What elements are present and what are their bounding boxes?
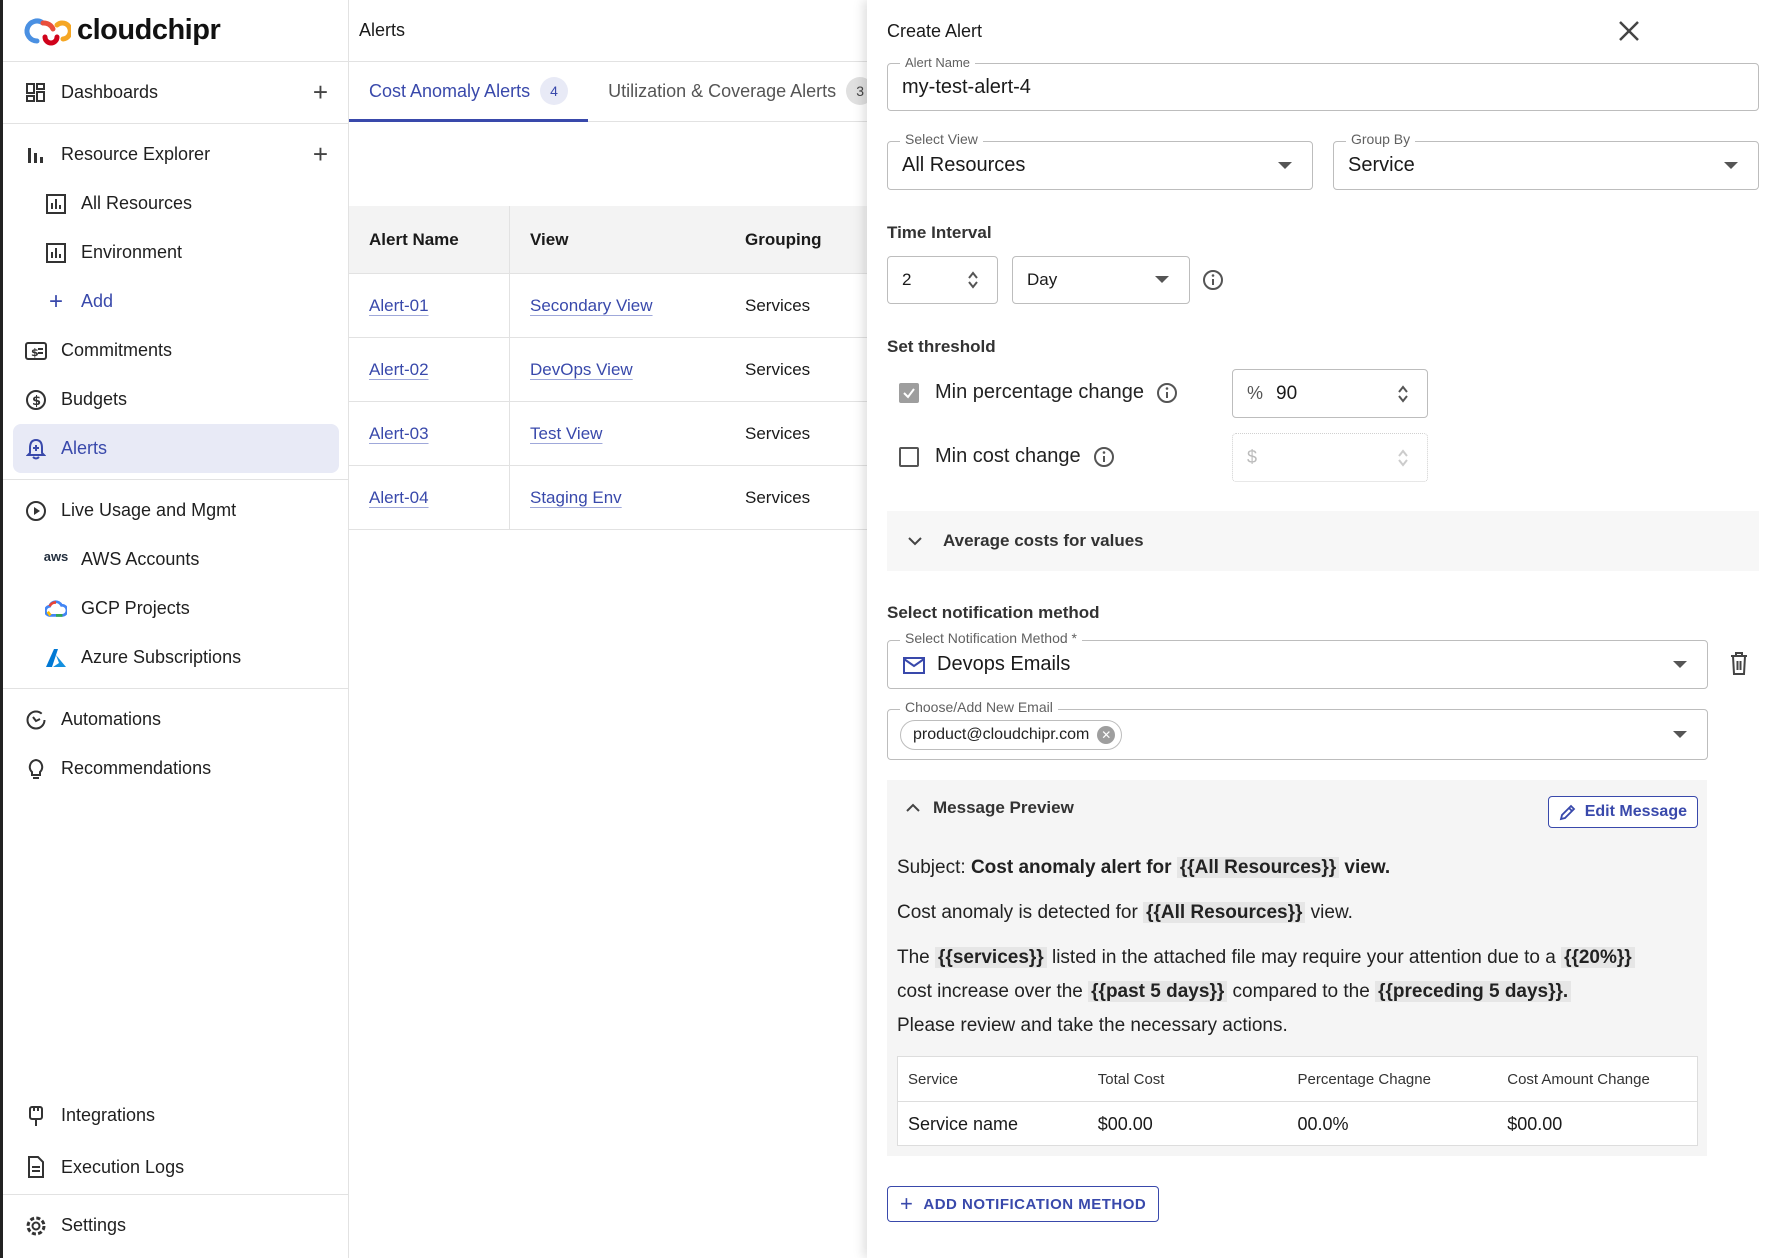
checkbox-label: Min percentage change (935, 381, 1145, 403)
sidebar-item-label: Dashboards (61, 82, 159, 102)
trash-icon[interactable] (1729, 652, 1749, 676)
alert-tabs (349, 62, 867, 122)
min-cost-checkbox[interactable] (899, 447, 919, 467)
message-text: cost increase over the (897, 981, 1083, 1002)
sidebar-item-label: Alerts (61, 438, 108, 458)
table-row (349, 338, 867, 402)
tab-label: Cost Anomaly Alerts (369, 80, 531, 101)
gear-icon (25, 1215, 47, 1237)
accordion-label: Average costs for values (943, 531, 1144, 550)
drawer-header (867, 0, 1782, 62)
info-icon[interactable] (1202, 269, 1224, 291)
sidebar-item-label: Add (81, 291, 114, 311)
view-link[interactable]: Test View (530, 423, 603, 443)
column-header: Total Cost (1097, 1070, 1165, 1088)
time-interval-unit-dropdown[interactable] (1012, 256, 1190, 304)
grouping-cell: Services (745, 487, 811, 507)
select-view-dropdown[interactable] (887, 131, 1313, 190)
message-text: compared to the (1232, 981, 1370, 1002)
plus-icon: + (48, 287, 63, 315)
message-line: Please review and take the necessary actions. (897, 1015, 1288, 1036)
cloudchipr-logo-icon (23, 15, 71, 47)
stepper-icon[interactable] (967, 270, 979, 290)
column-header: Service (908, 1070, 959, 1088)
message-subject (897, 851, 1390, 885)
add-view-icon[interactable]: + (312, 139, 328, 169)
view-link[interactable]: DevOps View (530, 359, 633, 379)
table-row (349, 466, 867, 530)
sidebar-item-label: Budgets (61, 389, 128, 409)
pencil-icon (1559, 803, 1577, 821)
alert-name-link[interactable]: Alert-01 (369, 295, 429, 315)
sidebar-item-label: Recommendations (61, 758, 212, 778)
chart-box-icon (45, 242, 67, 264)
field-label: Select View (900, 131, 983, 147)
info-icon[interactable] (1093, 446, 1115, 468)
column-header-grouping[interactable]: Grouping (745, 229, 822, 249)
notification-title: Select notification method (887, 603, 1100, 622)
sidebar-item-alerts[interactable] (13, 424, 339, 473)
azure-icon (45, 647, 67, 669)
sidebar (0, 0, 349, 1258)
message-variable: {{services}} (935, 947, 1047, 968)
field-label: Select Notification Method * (900, 630, 1082, 646)
group-by-dropdown[interactable] (1333, 131, 1759, 190)
automation-clock-icon (25, 709, 47, 731)
dollar-prefix: $ (1247, 447, 1258, 467)
time-interval-number-input[interactable] (887, 256, 998, 304)
grouping-cell: Services (745, 359, 811, 379)
notification-method-dropdown[interactable] (887, 630, 1708, 689)
field-label: Alert Name (900, 55, 975, 70)
nav-section-explorer (3, 124, 348, 480)
document-icon (25, 1156, 47, 1178)
sidebar-item-label: All Resources (81, 193, 193, 213)
column-header-view[interactable]: View (530, 229, 569, 249)
logo[interactable] (3, 0, 348, 62)
message-text: view. (1310, 902, 1353, 923)
table-row (349, 274, 867, 338)
info-icon[interactable] (1156, 382, 1178, 404)
message-preview-title: Message Preview (933, 798, 1074, 817)
alert-name-value: my-test-alert-4 (902, 75, 1031, 98)
count-badge: 3 (846, 77, 874, 105)
sidebar-bottom-nav (3, 1091, 348, 1250)
min-percentage-checkbox[interactable] (899, 383, 919, 403)
sidebar-item-all-resources[interactable] (3, 179, 348, 228)
plus-icon: + (900, 1191, 914, 1216)
edit-message-button[interactable] (1548, 796, 1698, 828)
alert-name-field[interactable] (887, 55, 1759, 111)
message-line (897, 941, 1635, 975)
create-alert-drawer (867, 0, 1782, 1258)
preview-table-header (898, 1057, 1697, 1102)
table-header (349, 206, 867, 274)
tab-utilization-coverage-alerts[interactable] (588, 61, 894, 121)
min-percentage-input[interactable] (1232, 369, 1428, 418)
group-by-value: Service (1348, 154, 1415, 176)
min-percentage-value: 90 (1276, 382, 1298, 404)
field-label: Group By (1346, 131, 1415, 147)
average-costs-accordion[interactable] (887, 511, 1759, 571)
subject-prefix: Subject: (897, 857, 966, 878)
stepper-icon[interactable] (1397, 383, 1409, 405)
message-text: The (897, 947, 930, 968)
grouping-cell: Services (745, 295, 811, 315)
gcp-icon (45, 598, 67, 620)
sidebar-item-label: Environment (81, 242, 183, 262)
sidebar-item-add[interactable] (3, 277, 348, 326)
sidebar-item-label: Automations (61, 709, 162, 729)
notification-method-value: Devops Emails (937, 653, 1071, 675)
sidebar-item-label: AWS Accounts (81, 549, 200, 569)
nav-section-tools (3, 689, 348, 799)
message-line (897, 896, 1353, 930)
message-preview (887, 780, 1707, 1156)
sidebar-item-automations[interactable] (3, 695, 348, 744)
sidebar-item-label: Live Usage and Mgmt (61, 500, 237, 520)
table-cell: $00.00 (1097, 1114, 1153, 1134)
preview-table (897, 1056, 1698, 1146)
subject-text: Cost anomaly alert for (970, 857, 1172, 878)
min-cost-input[interactable] (1232, 433, 1428, 482)
column-header-alert-name[interactable]: Alert Name (349, 206, 510, 273)
aws-icon: aws (43, 548, 69, 564)
sidebar-item-resource-explorer[interactable] (3, 130, 348, 179)
close-icon[interactable] (1616, 18, 1642, 44)
table-cell: $00.00 (1507, 1114, 1563, 1134)
stepper-icon (1397, 447, 1409, 469)
drawer-title: Create Alert (887, 20, 983, 41)
sidebar-item-aws-accounts[interactable] (3, 535, 348, 584)
sidebar-item-dashboards[interactable] (3, 68, 348, 117)
chevron-down-icon (1724, 162, 1738, 169)
message-line (897, 975, 1571, 1009)
sidebar-item-label: Execution Logs (61, 1156, 185, 1177)
subject-suffix: view. (1344, 857, 1391, 878)
chevron-down-icon (1673, 661, 1687, 668)
subject-variable: {{All Resources}} (1177, 857, 1339, 878)
chevron-down-icon (1278, 162, 1292, 169)
time-interval-unit: Day (1027, 270, 1058, 289)
add-dashboard-icon[interactable]: + (312, 77, 328, 107)
view-link[interactable]: Staging Env (530, 487, 622, 507)
chevron-down-icon (1155, 276, 1169, 283)
sidebar-item-label: Settings (61, 1215, 127, 1235)
sidebar-item-settings[interactable] (3, 1201, 348, 1250)
sidebar-item-environment[interactable] (3, 228, 348, 277)
sidebar-item-label: Integrations (61, 1105, 156, 1125)
message-variable: {{20%}} (1561, 947, 1635, 968)
message-text: Cost anomaly is detected for (897, 902, 1138, 923)
dollar-circle-icon (25, 389, 47, 411)
add-notification-method-label: ADD NOTIFICATION METHOD (923, 1195, 1147, 1213)
nav-section-live (3, 480, 348, 689)
nav-section-main (3, 62, 348, 124)
column-header: Cost Amount Change (1507, 1070, 1650, 1088)
svg-text:$: $ (32, 393, 42, 409)
mail-icon (903, 657, 925, 674)
sidebar-item-execution-logs[interactable] (3, 1140, 348, 1195)
chevron-up-icon (905, 802, 921, 814)
grouping-cell: Services (745, 423, 811, 443)
message-preview-header[interactable] (905, 798, 1074, 818)
alert-name-link[interactable]: Alert-02 (369, 359, 429, 379)
table-cell: 00.0% (1297, 1114, 1349, 1134)
checkbox-label: Min cost change (935, 445, 1081, 467)
tab-label: Utilization & Coverage Alerts (608, 80, 837, 101)
email-chip[interactable] (900, 720, 1122, 750)
alert-name-link[interactable]: Alert-03 (369, 423, 429, 443)
count-badge: 4 (540, 77, 568, 105)
chevron-down-icon (1673, 731, 1687, 738)
min-percentage-change-row (899, 381, 1178, 404)
page-title: Alerts (349, 0, 867, 62)
play-circle-icon (25, 500, 47, 522)
tab-cost-anomaly-alerts[interactable] (349, 61, 588, 121)
sidebar-item-label: Azure Subscriptions (81, 647, 242, 667)
view-link[interactable]: Secondary View (530, 295, 653, 315)
message-variable: {{preceding 5 days}}. (1375, 981, 1571, 1002)
message-variable: {{All Resources}} (1143, 902, 1305, 923)
alert-name-link[interactable]: Alert-04 (369, 487, 429, 507)
table-cell: Service name (908, 1114, 1019, 1134)
time-interval-value: 2 (902, 270, 912, 289)
email-select-field[interactable] (887, 699, 1708, 760)
set-threshold-title: Set threshold (887, 337, 996, 356)
sidebar-item-commitments[interactable] (3, 326, 348, 375)
edit-message-label: Edit Message (1584, 803, 1687, 820)
select-view-value: All Resources (902, 154, 1026, 176)
min-cost-change-row (899, 445, 1115, 468)
sidebar-item-label: Resource Explorer (61, 144, 211, 164)
chevron-down-icon (907, 535, 923, 547)
sidebar-item-integrations[interactable] (3, 1091, 348, 1140)
field-label: Choose/Add New Email (900, 699, 1058, 715)
table-row (349, 402, 867, 466)
chart-box-icon (45, 193, 67, 215)
svg-text:$: $ (31, 345, 39, 359)
sidebar-item-azure-subscriptions[interactable] (3, 633, 348, 682)
sidebar-item-budgets[interactable] (3, 375, 348, 424)
sidebar-item-recommendations[interactable] (3, 744, 348, 793)
bar-chart-icon (25, 144, 47, 166)
sidebar-item-label: Commitments (61, 340, 173, 360)
chip-remove-icon[interactable]: ✕ (1097, 726, 1115, 744)
commitments-icon (25, 340, 47, 362)
message-variable: {{past 5 days}} (1088, 981, 1227, 1002)
add-notification-method-button[interactable] (887, 1186, 1159, 1222)
brand-name: cloudchipr (77, 14, 221, 46)
email-chip-wrapper (900, 710, 1122, 759)
alerts-table (349, 206, 867, 530)
plug-icon (25, 1105, 47, 1127)
sidebar-item-label: GCP Projects (81, 598, 190, 618)
table-row (898, 1102, 1697, 1147)
message-text: listed in the attached file may require your attention due to a (1051, 947, 1556, 968)
lightbulb-icon (25, 758, 47, 780)
email-chip-label: product@cloudchipr.com (913, 725, 1090, 743)
sidebar-item-live-usage[interactable] (3, 486, 348, 535)
main-content (349, 0, 867, 1258)
column-header: Percentage Chagne (1297, 1070, 1431, 1088)
time-interval-title: Time Interval (887, 223, 992, 242)
bell-icon (25, 438, 47, 460)
dashboard-icon (25, 82, 47, 104)
percent-prefix: % (1247, 383, 1264, 403)
sidebar-item-gcp-projects[interactable] (3, 584, 348, 633)
